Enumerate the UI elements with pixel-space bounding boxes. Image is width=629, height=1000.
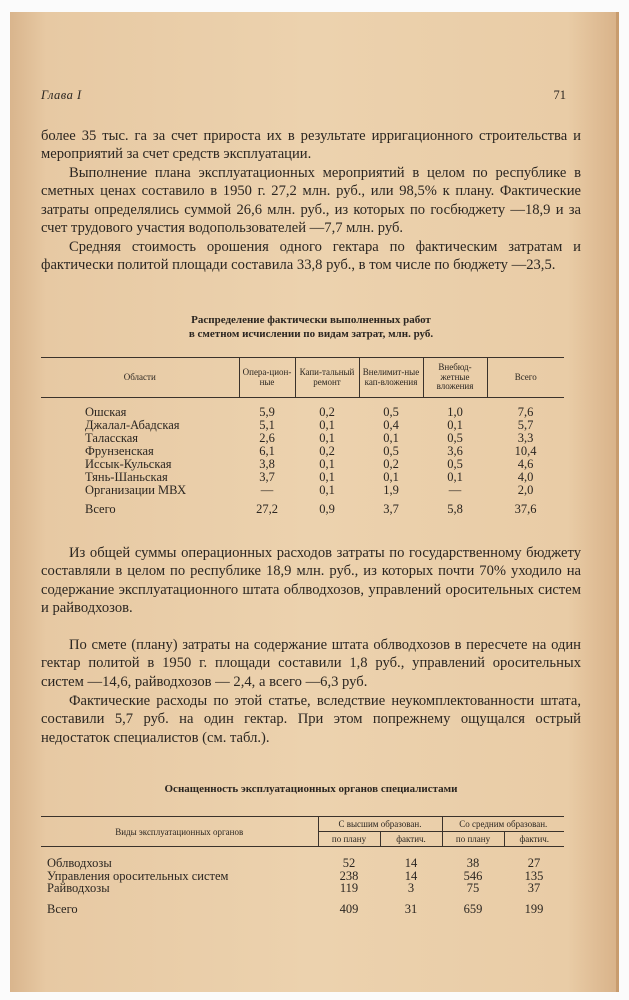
t1-header-offbudget: Внебюд-жетные вложения — [423, 358, 487, 398]
t1-cell: 1,9 — [383, 483, 399, 497]
t1-cell: 4,0 — [517, 470, 534, 484]
t2-sub-plan: по плану — [318, 832, 380, 847]
t1-cell: 3,6 — [447, 444, 463, 458]
t2-sub-plan: по плану — [442, 832, 504, 847]
paragraph-4: Из общей суммы операционных расходов затраты по государственному бюджету составляли в целом по республике 18,9 млн. руб., из которых почти 70% уходило на содержание эксплуатационного штата облводхозов, управлений оросительных систем и райводхозов. — [41, 545, 581, 616]
t1-cell: Ошская — [85, 405, 127, 419]
t1-cell: 1,0 — [447, 405, 463, 419]
t1-cell: 0,1 — [319, 418, 335, 432]
t2-cell: 659 — [463, 901, 483, 916]
t2-cell: 546 — [463, 868, 483, 883]
table-specialists — [41, 816, 564, 915]
t2-cell: 119 — [339, 881, 359, 895]
page-number: 71 — [553, 88, 566, 102]
t2-cell: 37 — [527, 881, 541, 895]
t1-cell: 6,1 — [259, 444, 275, 458]
t1-cell: 4,6 — [517, 457, 534, 471]
t1-cell: 0,5 — [383, 444, 399, 458]
table-works-distribution — [41, 357, 564, 516]
t2-cell: 38 — [466, 856, 480, 870]
table-row — [41, 870, 564, 883]
t2-cell: 14 — [404, 868, 418, 883]
table1-caption-line1: Распределение фактически выполненных работ — [191, 314, 431, 326]
t1-cell: 10,4 — [514, 444, 537, 458]
t1-cell: Всего — [85, 502, 116, 516]
t1-cell: 0,2 — [383, 457, 399, 471]
t2-header-org: Виды эксплуатационных органов — [115, 826, 244, 837]
t1-cell: 0,1 — [447, 418, 463, 432]
t2-cell: 75 — [466, 881, 480, 895]
book-page — [10, 12, 619, 992]
t2-cell: Всего — [47, 901, 78, 916]
t1-cell: 0,1 — [319, 483, 335, 497]
paragraph-2: Выполнение плана эксплуатационных мероприятий в целом по республике в сметных ценах составило в 1950 г. 27,2 млн. руб., или 98,5% к плану. Фактические затраты определялись суммой 26,6 млн. руб., из которых по госбюджету —18,9 и за счет трудового участия водопользователей —7,7 млн. руб. — [41, 165, 581, 236]
t1-header-region: Области — [123, 371, 156, 382]
chapter-title: Глава I — [41, 88, 82, 102]
running-header — [41, 88, 566, 106]
t1-cell: 3,3 — [517, 431, 534, 445]
t1-cell: Тянь-Шаньская — [85, 470, 168, 484]
table-row — [41, 882, 564, 895]
t1-cell: 5,9 — [259, 405, 275, 419]
t2-cell: 52 — [342, 856, 356, 870]
t2-cell: 409 — [339, 901, 359, 916]
t1-cell: 0,1 — [319, 457, 335, 471]
t1-cell: 0,5 — [383, 405, 399, 419]
t2-cell: Управления оросительных систем — [47, 868, 229, 883]
table-row — [41, 857, 564, 870]
paragraph-5: По смете (плану) затраты на содержание штата облводхозов в пересчете на один гектар политой в 1950 г. площади составили 1,8 руб., управлений оросительных систем —14,6, райводхозов — 2,4, а всего —6,3 руб. — [41, 637, 581, 690]
table1-caption — [41, 313, 581, 341]
t1-cell: 0,1 — [447, 470, 463, 484]
t2-cell: 238 — [339, 868, 359, 883]
t2-sub-fact: фактич. — [504, 832, 564, 847]
t1-cell: 3,8 — [259, 457, 275, 471]
t1-cell: 0,5 — [447, 431, 463, 445]
t1-cell: 0,2 — [319, 444, 335, 458]
t1-cell: 0,9 — [319, 502, 335, 516]
t1-header-offlimit: Внелимит-ные кап-вложения — [359, 358, 423, 398]
t2-cell: 14 — [404, 856, 418, 870]
t1-cell: 27,2 — [256, 502, 278, 516]
t1-cell: 37,6 — [514, 502, 537, 516]
t1-cell: Иссык-Кульская — [85, 457, 172, 471]
t1-cell: 0,4 — [383, 418, 399, 432]
t1-cell: 3,7 — [383, 502, 399, 516]
t2-cell: 31 — [404, 901, 418, 916]
table-total-row — [41, 895, 564, 916]
t1-cell: Организации МВХ — [85, 483, 187, 497]
table-row — [41, 484, 564, 497]
t1-cell: 5,1 — [259, 418, 275, 432]
t1-cell: Таласская — [85, 431, 139, 445]
t1-cell: Джалал-Абадская — [85, 418, 180, 432]
t2-cell: 27 — [527, 856, 541, 870]
table1-caption-line2: в сметном исчислении по видам затрат, млн. руб. — [188, 328, 434, 340]
t1-cell: 5,7 — [517, 418, 534, 432]
t1-header-operational: Опера-цион-ные — [239, 358, 295, 398]
paragraph-3: Средняя стоимость орошения одного гектара по фактическим затратам и фактически политой площади составила 33,8 руб., в том числе по бюджету —23,5. — [41, 239, 581, 274]
t1-cell: 0,2 — [319, 405, 335, 419]
t1-header-total: Всего — [487, 358, 564, 398]
t2-sub-fact: фактич. — [380, 832, 442, 847]
t2-cell: Облводхозы — [47, 856, 112, 870]
t2-cell: 199 — [524, 901, 544, 916]
t2-cell: 3 — [407, 881, 415, 895]
t1-cell: — — [260, 483, 274, 497]
t1-cell: 7,6 — [517, 405, 534, 419]
t2-cell: 135 — [524, 868, 544, 883]
t1-cell: 0,1 — [319, 431, 335, 445]
t1-cell: 2,6 — [259, 431, 275, 445]
t1-cell: 2,0 — [517, 483, 534, 497]
table-total-row — [41, 497, 564, 516]
table2-caption: Оснащенность эксплуатационных органов специалистами — [164, 783, 458, 795]
paragraph-6: Фактические расходы по этой статье, вследствие неукомплектованности штата, составили 5,7 руб. на один гектар. При этом попрежнему ощущался острый недостаток специалистов (см. табл.). — [41, 693, 581, 746]
t2-header-secondary: Со средним образован. — [442, 817, 564, 832]
t1-cell: 3,7 — [259, 470, 275, 484]
t1-header-capital-repair: Капи-тальный ремонт — [295, 358, 359, 398]
t1-cell: — — [448, 483, 462, 497]
t2-cell: Райводхозы — [47, 881, 110, 895]
t1-cell: 0,1 — [383, 470, 399, 484]
t1-cell: Фрунзенская — [85, 444, 154, 458]
t1-cell: 0,5 — [447, 457, 463, 471]
t1-cell: 0,1 — [319, 470, 335, 484]
t1-cell: 5,8 — [447, 502, 463, 516]
paragraph-1: более 35 тыс. га за счет прироста их в результате ирригационного строительства и мероприятий за счет средств эксплуатации. — [41, 128, 581, 163]
t2-header-higher: С высшим образован. — [318, 817, 442, 832]
t1-cell: 0,1 — [383, 431, 399, 445]
